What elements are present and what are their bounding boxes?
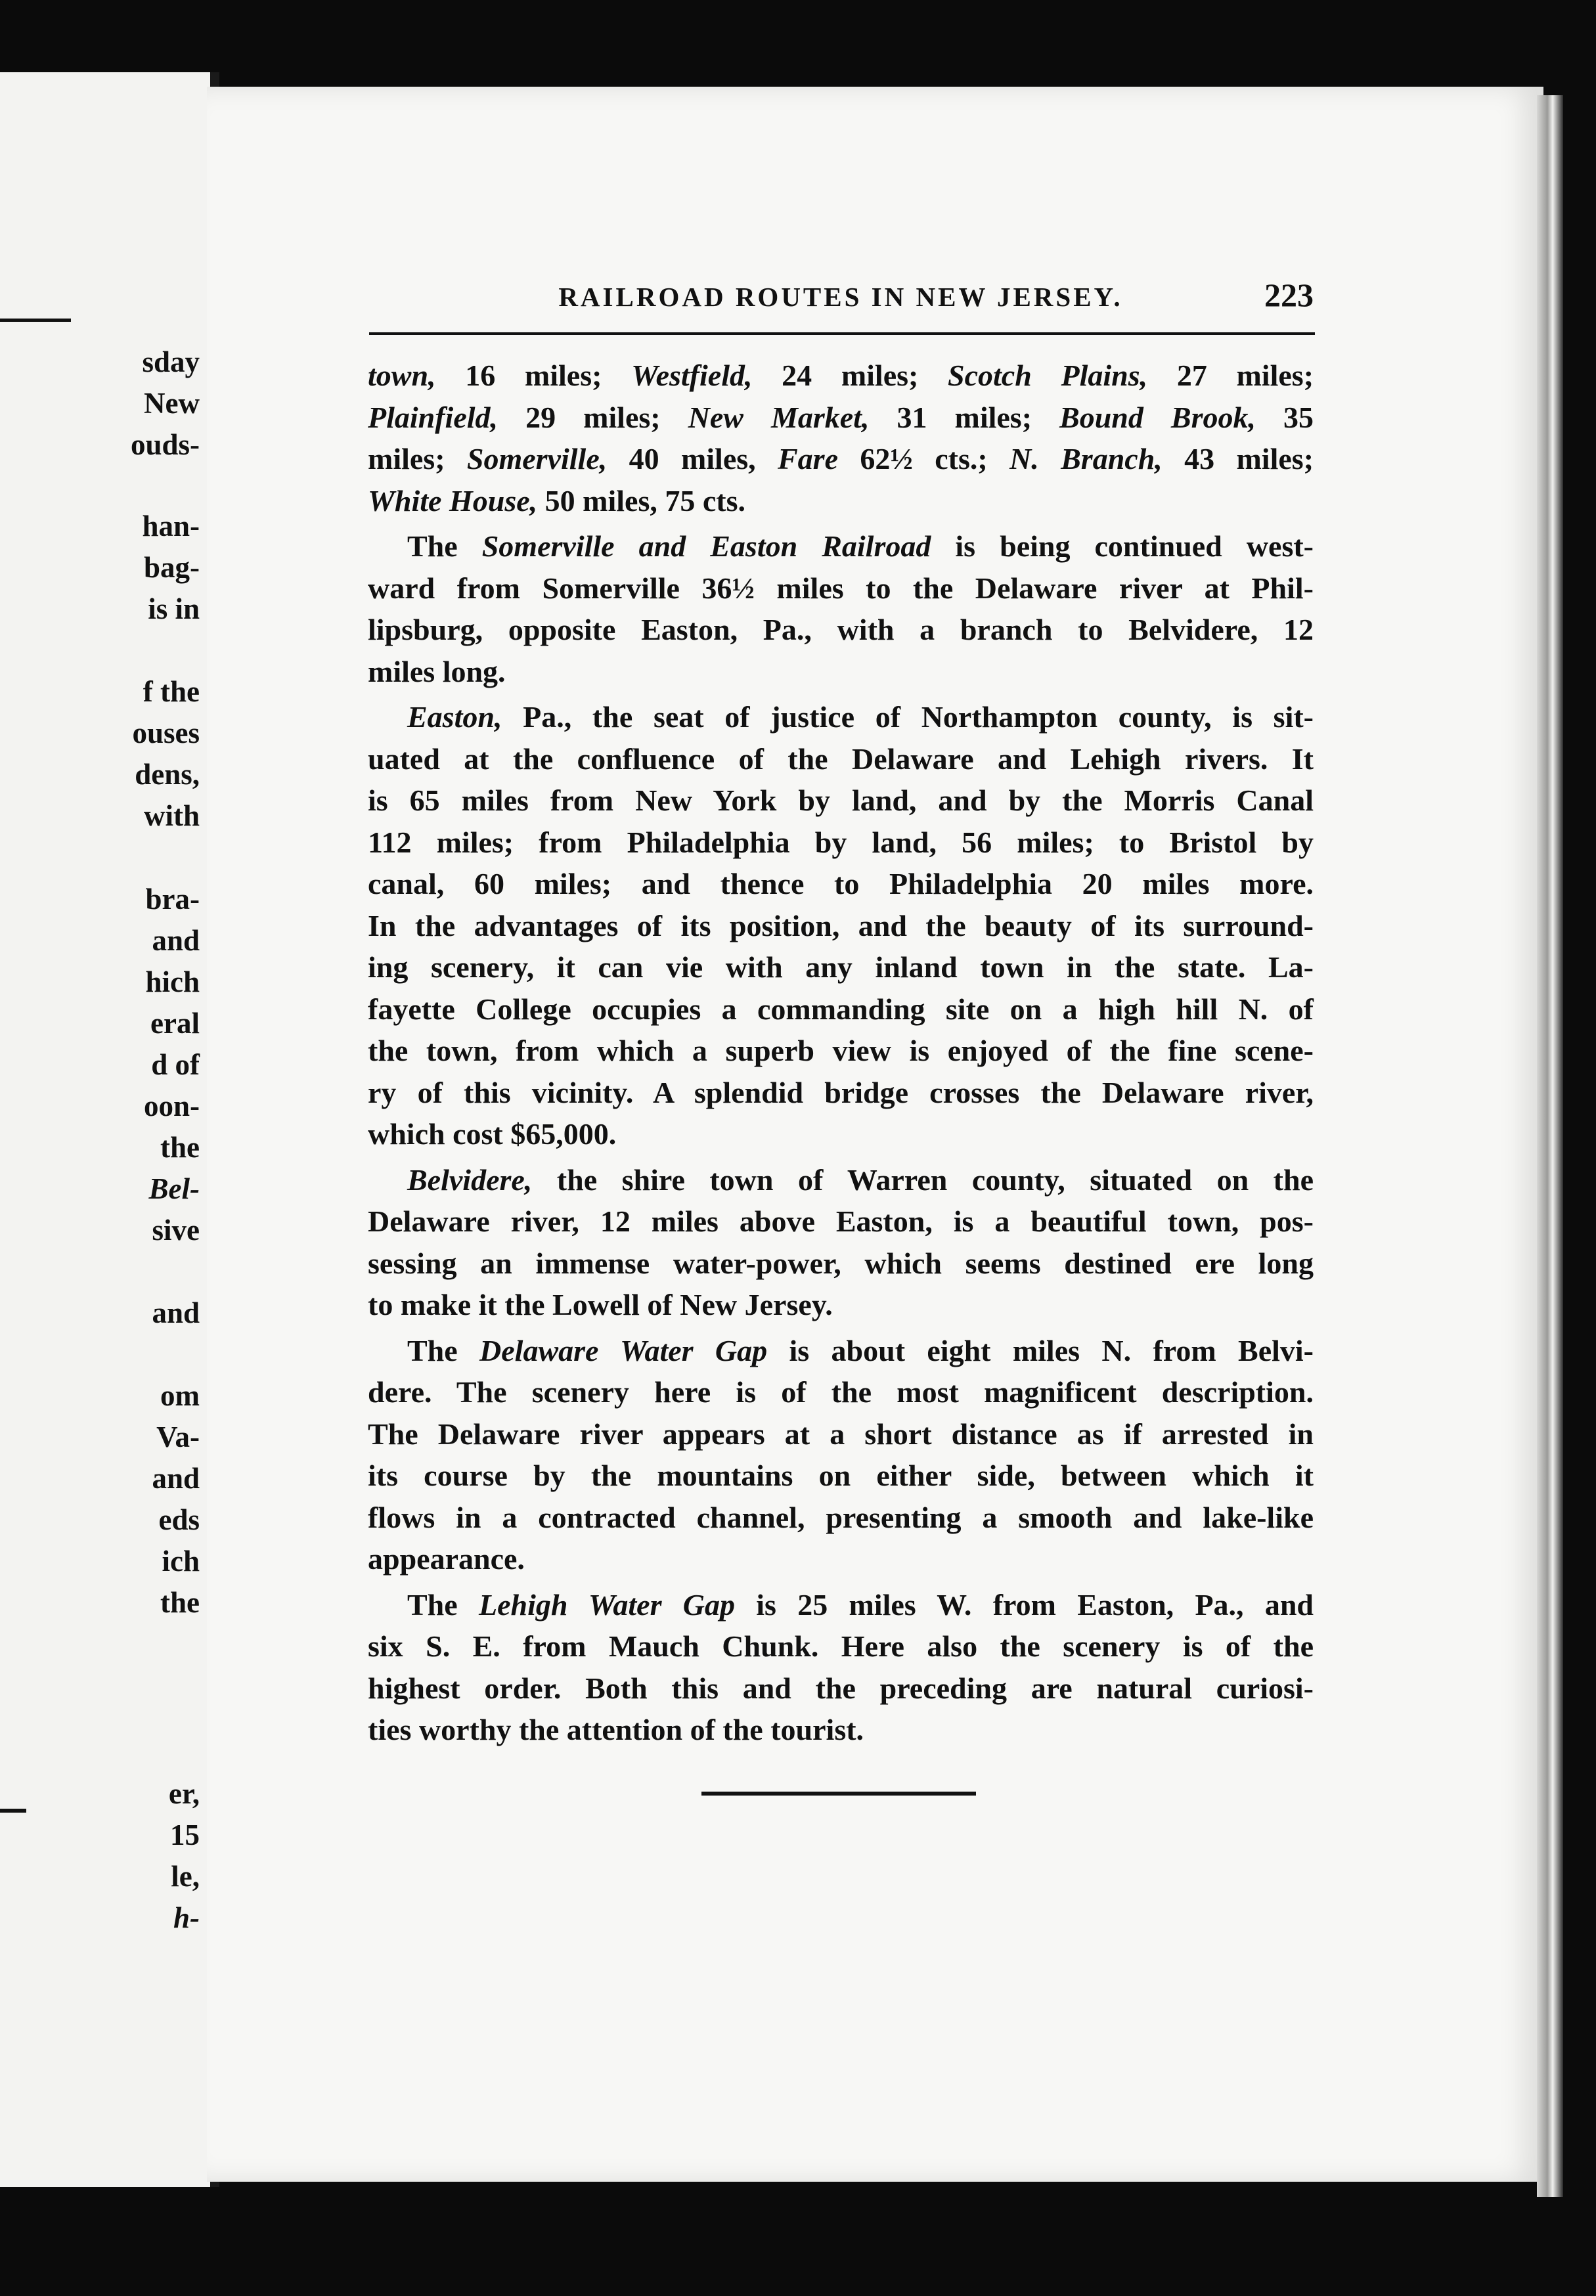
left-page-fragment: f the: [143, 675, 200, 708]
text-line: [368, 1371, 1314, 1413]
left-page-fragment: and: [152, 924, 200, 957]
text-line: [368, 738, 1314, 780]
italic-run: White House,: [368, 483, 538, 518]
italic-run: Delaware Water Gap: [479, 1333, 768, 1367]
text-run: is about eight miles N. from Belvi-: [767, 1333, 1314, 1367]
text-run: is being continued west-: [931, 529, 1314, 563]
italic-run: Fare: [778, 442, 838, 475]
paragraph: [368, 355, 1314, 521]
left-page-fragment: ich: [162, 1545, 200, 1578]
text-run: 35: [1256, 400, 1314, 434]
text-line: [368, 355, 1314, 397]
text-run: The: [407, 529, 482, 563]
text-run: miles;: [368, 442, 467, 475]
text-run: sessing an immense water-power, which seems destined ere long: [368, 1246, 1314, 1280]
running-head: [368, 276, 1314, 320]
text-run: The: [407, 1333, 480, 1367]
left-page-fragment: d of: [151, 1048, 200, 1081]
left-page-fragment: om: [160, 1379, 200, 1412]
text-run: 31 miles;: [869, 400, 1060, 434]
italic-run: Scotch Plains,: [948, 359, 1148, 392]
italic-run: Somerville and Easton Railroad: [481, 529, 931, 563]
text-line: [368, 905, 1314, 947]
left-page-fragment: oon-: [143, 1090, 200, 1122]
text-line: [368, 946, 1314, 988]
left-page-fragment: hich: [145, 965, 200, 998]
left-page-fragment: 15: [170, 1819, 200, 1851]
end-rule: [701, 1792, 976, 1796]
italic-run: Belvidere,: [407, 1162, 533, 1197]
text-run: miles long.: [368, 654, 506, 688]
left-page-fragment: the: [160, 1586, 200, 1619]
left-page-fragment: bag-: [143, 551, 200, 584]
left-page-fragment: and: [152, 1462, 200, 1495]
italic-run: Lehigh Water Gap: [478, 1587, 735, 1622]
text-line: [368, 525, 1314, 567]
italic-run: Somerville,: [466, 442, 608, 475]
text-run: 62½ cts.;: [838, 442, 1010, 475]
text-line: [368, 1072, 1314, 1114]
left-page-fragment: with: [143, 799, 200, 832]
text-run: 27 miles;: [1147, 359, 1314, 392]
text-run: The: [407, 1587, 479, 1622]
text-line: [368, 780, 1314, 822]
text-line: [368, 397, 1314, 439]
text-line: [368, 696, 1314, 738]
text-run: ward from Somerville 36½ miles to the Delaware river at Phil-: [368, 571, 1314, 605]
left-page-rule-lower: [0, 1809, 26, 1813]
text-line: [368, 1413, 1314, 1455]
text-run: 24 miles;: [752, 359, 948, 392]
text-line: [368, 1497, 1314, 1539]
text-run: is 25 miles W. from Easton, Pa., and: [734, 1587, 1314, 1622]
left-page-fragment: h-: [173, 1901, 200, 1934]
text-line: [368, 1113, 1314, 1155]
paragraph: [368, 1330, 1314, 1580]
left-facing-page: [0, 72, 219, 2187]
left-page-fragment: sive: [152, 1214, 200, 1247]
text-run: 40 miles,: [607, 442, 778, 475]
text-line: [368, 1284, 1314, 1326]
text-run: flows in a contracted channel, presenting a smooth and lake-like: [368, 1500, 1314, 1534]
text-line: [368, 1159, 1314, 1201]
left-page-fragment: er,: [168, 1777, 200, 1810]
text-line: [368, 988, 1314, 1030]
text-line: [368, 822, 1314, 864]
text-line: [368, 1030, 1314, 1072]
text-line: [368, 567, 1314, 609]
paragraph: [368, 696, 1314, 1155]
italic-run: town,: [368, 359, 436, 392]
text-run: which cost $65,000.: [368, 1117, 617, 1151]
italic-run: Plainfield,: [368, 400, 499, 434]
text-run: ing scenery, it can vie with any inland town in the state. La-: [368, 950, 1314, 984]
left-page-fragment: Va-: [156, 1421, 200, 1453]
text-line: [368, 480, 1314, 522]
left-page-fragment: le,: [171, 1860, 200, 1893]
text-run: fayette College occupies a commanding site on a high hill N. of: [368, 992, 1314, 1026]
text-run: 29 miles;: [498, 400, 688, 434]
text-run: Delaware river, 12 miles above Easton, is a beautiful town, pos-: [368, 1204, 1314, 1238]
text-run: uated at the confluence of the Delaware and Lehigh rivers. It: [368, 741, 1314, 776]
text-line: [368, 651, 1314, 693]
text-line: [368, 1455, 1314, 1497]
running-head-title: RAILROAD ROUTES IN NEW JERSEY.: [558, 282, 1123, 312]
text-run: six S. E. from Mauch Chunk. Here also the scenery is of the: [368, 1629, 1314, 1663]
left-page-fragment: dens,: [135, 758, 200, 791]
text-line: [368, 1330, 1314, 1372]
paragraph: [368, 525, 1314, 692]
text-line: [368, 438, 1314, 480]
text-run: ry of this vicinity. A splendid bridge crosses the Delaware river,: [368, 1075, 1314, 1109]
text-run: 16 miles;: [435, 359, 632, 392]
text-line: [368, 1243, 1314, 1285]
paragraph: [368, 1159, 1314, 1326]
text-run: its course by the mountains on either side, between which it: [368, 1459, 1314, 1492]
left-page-fragment: ouds-: [130, 428, 200, 461]
text-run: 50 miles, 75 cts.: [537, 483, 745, 518]
paragraph: [368, 1584, 1314, 1751]
text-run: The Delaware river appears at a short distance as if arrested in: [368, 1417, 1314, 1451]
text-line: [368, 863, 1314, 905]
text-run: to make it the Lowell of New Jersey.: [368, 1288, 833, 1321]
left-page-fragment: han-: [142, 510, 200, 542]
italic-run: Westfield,: [631, 359, 753, 392]
text-line: [368, 1625, 1314, 1667]
italic-run: Easton,: [407, 700, 502, 734]
text-line: [368, 1538, 1314, 1580]
left-page-fragment: and: [152, 1296, 200, 1329]
italic-run: New Market,: [688, 400, 870, 434]
text-line: [368, 1584, 1314, 1626]
left-page-fragment: is in: [148, 592, 200, 625]
text-run: In the advantages of its position, and the beauty of its surround-: [368, 908, 1314, 942]
italic-run: N. Branch,: [1009, 442, 1163, 475]
text-line: [368, 1709, 1314, 1751]
text-run: the shire town of Warren county, situated on the: [532, 1162, 1314, 1197]
page-edge: [1537, 95, 1563, 2197]
text-run: is 65 miles from New York by land, and by the Morris Canal: [368, 784, 1314, 817]
text-run: Pa., the seat of justice of Northampton county, is sit-: [502, 700, 1314, 734]
left-page-fragment: Bel-: [148, 1172, 200, 1205]
left-page-fragment: eds: [158, 1503, 200, 1536]
left-page-fragment: sday: [142, 345, 200, 378]
text-run: highest order. Both this and the preceding are natural curiosi-: [368, 1671, 1314, 1705]
text-run: canal, 60 miles; and thence to Philadelphia 20 miles more.: [368, 867, 1314, 900]
body-text: [368, 355, 1314, 1751]
left-page-fragment: New: [144, 387, 200, 420]
left-page-rule: [0, 319, 71, 322]
text-line: [368, 1667, 1314, 1710]
text-line: [368, 609, 1314, 651]
header-rule: [369, 332, 1315, 335]
text-run: appearance.: [368, 1542, 525, 1576]
page-number: 223: [1264, 276, 1314, 313]
text-run: the town, from which a superb view is enjoyed of the fine scene-: [368, 1034, 1314, 1067]
text-line: [368, 1201, 1314, 1243]
text-run: ties worthy the attention of the tourist.: [368, 1713, 864, 1746]
text-run: 43 miles;: [1162, 442, 1314, 475]
left-page-fragment: the: [160, 1131, 200, 1164]
text-run: dere. The scenery here is of the most magnificent description.: [368, 1375, 1314, 1409]
left-page-fragment: bra-: [145, 883, 200, 916]
left-page-fragment: ouses: [132, 717, 200, 749]
italic-run: Bound Brook,: [1059, 400, 1256, 434]
text-run: lipsburg, opposite Easton, Pa., with a branch to Belvidere, 12: [368, 613, 1314, 646]
left-page-fragment: eral: [150, 1007, 200, 1040]
text-run: 112 miles; from Philadelphia by land, 56 miles; to Bristol by: [368, 825, 1314, 859]
